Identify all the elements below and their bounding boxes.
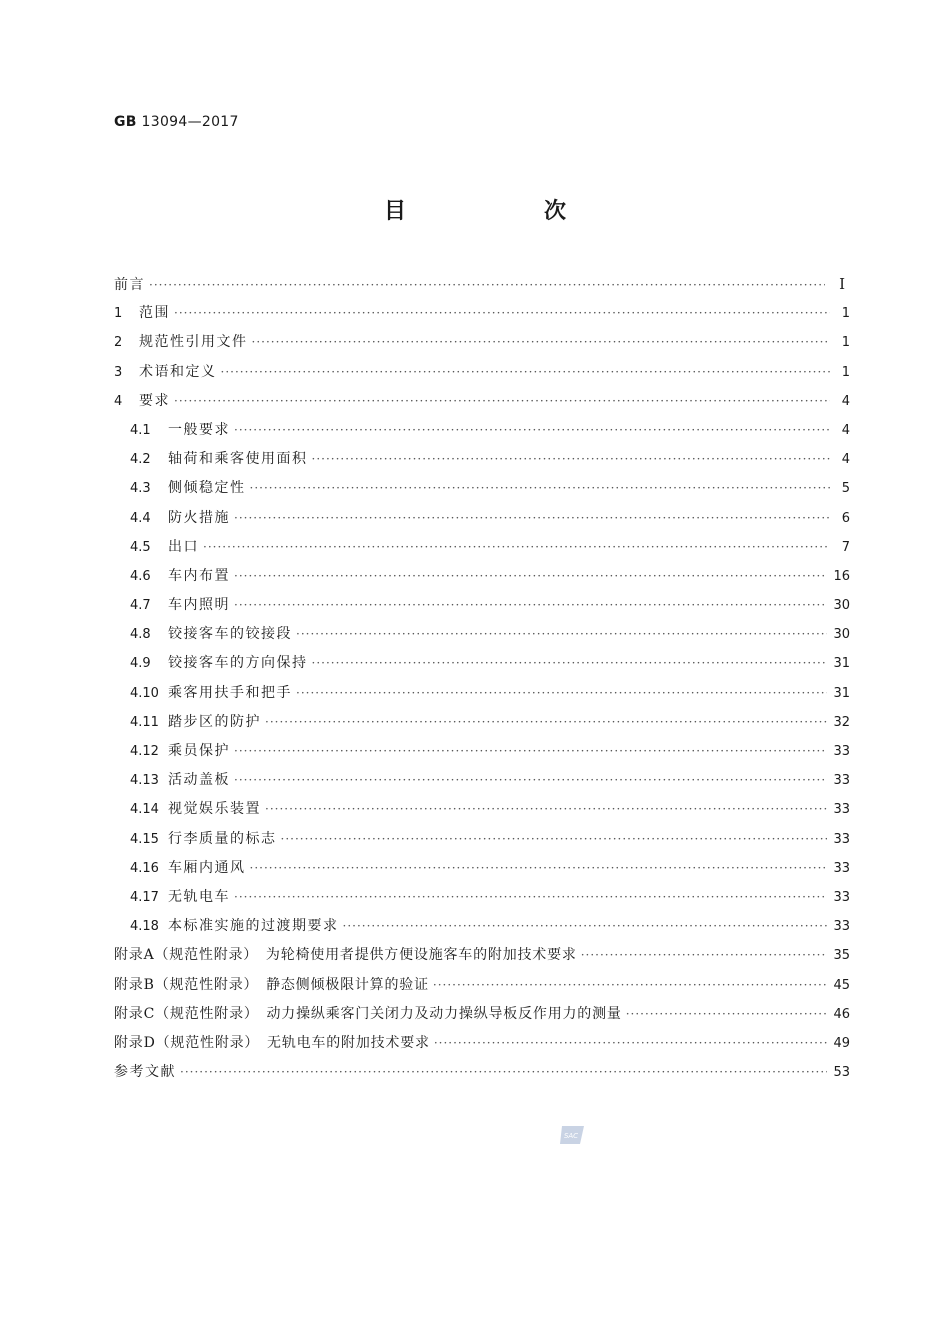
toc-leader-dots xyxy=(626,1000,828,1029)
toc-page-number: 16 xyxy=(833,568,850,584)
toc-entry-title: 活动盖板 xyxy=(168,772,230,789)
toc-leader-dots xyxy=(174,299,830,328)
toc-entry-number: 4.14 xyxy=(130,802,159,818)
svg-text:SAC: SAC xyxy=(563,1132,579,1140)
toc-entry[interactable] xyxy=(114,737,850,766)
toc-entry-title: 防火措施 xyxy=(168,509,230,526)
toc-entry-title: 前言 xyxy=(114,277,145,293)
toc-entry[interactable] xyxy=(114,912,850,941)
toc-entry-title: 轴荷和乘客使用面积 xyxy=(168,451,308,468)
toc-page-number: 33 xyxy=(833,802,850,818)
toc-page-number: 1 xyxy=(841,364,850,380)
toc-entry-title: 附录D（规范性附录） 无轨电车的附加技术要求 xyxy=(114,1034,430,1051)
toc-entry-number: 4.17 xyxy=(130,889,159,905)
toc-entry-title: 参考文献 xyxy=(114,1064,176,1081)
toc-entry[interactable] xyxy=(114,766,850,795)
toc-leader-dots xyxy=(234,591,827,620)
toc-entry-title: 范围 xyxy=(139,305,170,322)
toc-leader-dots xyxy=(234,562,827,591)
toc-leader-dots xyxy=(250,854,828,883)
toc-entry[interactable] xyxy=(114,416,850,445)
toc-entry-number: 4.7 xyxy=(130,598,151,614)
toc-page-number: 4 xyxy=(841,393,850,409)
toc-entry-title: 铰接客车的方向保持 xyxy=(168,655,308,672)
toc-page-number: 4 xyxy=(841,452,850,468)
toc-entry-title: 车厢内通风 xyxy=(168,859,246,876)
toc-entry-title: 附录C（规范性附录） 动力操纵乘客门关闭力及动力操纵导板反作用力的测量 xyxy=(114,1005,622,1022)
toc-entry[interactable] xyxy=(114,358,850,387)
toc-entry-title: 要求 xyxy=(139,392,170,409)
toc-leader-dots xyxy=(252,328,831,357)
toc-entry[interactable] xyxy=(114,971,850,1000)
toc-entry-number: 4.1 xyxy=(130,422,151,438)
toc-entry-number: 4.4 xyxy=(130,510,151,526)
toc-entry[interactable] xyxy=(114,883,850,912)
toc-page-number: 33 xyxy=(833,831,850,847)
toc-entry[interactable] xyxy=(114,795,850,824)
toc-entry-number: 4.9 xyxy=(130,656,151,672)
toc-entry-title: 术语和定义 xyxy=(139,363,217,380)
toc-entry-title: 踏步区的防护 xyxy=(168,713,261,730)
toc-page-number: 33 xyxy=(833,773,850,789)
toc-entry-number: 4 xyxy=(114,393,123,409)
toc-entry-title: 行李质量的标志 xyxy=(168,830,277,847)
toc-leader-dots xyxy=(434,1029,828,1058)
standard-number: 13094—2017 xyxy=(141,114,239,130)
toc-page-number: I xyxy=(839,275,845,293)
toc-entry-number: 4.5 xyxy=(130,539,151,555)
toc-entry-title: 本标准实施的过渡期要求 xyxy=(168,918,339,935)
toc-page-number: 4 xyxy=(841,422,850,438)
toc-entry[interactable] xyxy=(114,649,850,678)
toc-page-number: 30 xyxy=(833,598,850,614)
toc-entry[interactable] xyxy=(114,299,850,328)
toc-leader-dots xyxy=(265,795,827,824)
toc-entry[interactable] xyxy=(114,854,850,883)
toc-leader-dots xyxy=(296,620,827,649)
toc-leader-dots xyxy=(281,825,828,854)
toc-entry[interactable] xyxy=(114,504,850,533)
toc-leader-dots xyxy=(312,649,828,678)
toc-entry-title: 铰接客车的铰接段 xyxy=(168,626,292,643)
toc-entry-title: 无轨电车 xyxy=(168,888,230,905)
toc-entry-number: 4.3 xyxy=(130,481,151,497)
toc-entry-title: 乘员保护 xyxy=(168,743,230,759)
toc-leader-dots xyxy=(343,912,828,941)
toc-entry[interactable] xyxy=(114,591,850,620)
toc-leader-dots xyxy=(250,474,831,503)
toc-entry[interactable] xyxy=(114,1029,850,1058)
toc-entry[interactable] xyxy=(114,708,850,737)
toc-page-number: 33 xyxy=(833,889,850,905)
toc-page-number: 31 xyxy=(833,685,850,701)
sac-logo-icon xyxy=(558,1124,586,1146)
table-of-contents xyxy=(114,270,850,1087)
toc-leader-dots xyxy=(203,533,830,562)
toc-entry[interactable] xyxy=(114,533,850,562)
toc-entry-number: 4.12 xyxy=(130,744,159,759)
toc-entry-title: 一般要求 xyxy=(168,421,230,438)
toc-leader-dots xyxy=(234,737,827,766)
toc-entry-title: 规范性引用文件 xyxy=(139,334,248,351)
toc-leader-dots xyxy=(149,271,825,300)
toc-entry-number: 2 xyxy=(114,335,123,351)
toc-page-number: 35 xyxy=(833,948,850,964)
toc-leader-dots xyxy=(312,445,831,474)
toc-page-number: 30 xyxy=(833,627,850,643)
toc-entry-number: 4.18 xyxy=(130,919,159,935)
toc-entry[interactable] xyxy=(114,679,850,708)
toc-page-number: 32 xyxy=(833,714,850,730)
toc-page-number: 33 xyxy=(833,860,850,876)
toc-leader-dots xyxy=(296,679,827,708)
toc-entry-title: 视觉娱乐装置 xyxy=(168,801,261,818)
toc-entry-number: 4.15 xyxy=(130,831,159,847)
toc-entry-title: 附录A（规范性附录） 为轮椅使用者提供方便设施客车的附加技术要求 xyxy=(114,947,577,964)
toc-entry[interactable] xyxy=(114,270,850,299)
toc-entry[interactable] xyxy=(114,445,850,474)
toc-entry[interactable] xyxy=(114,941,850,970)
toc-leader-dots xyxy=(221,358,831,387)
toc-page-number: 1 xyxy=(841,335,850,351)
toc-entry-number: 4.8 xyxy=(130,627,151,643)
toc-entry[interactable] xyxy=(114,1000,850,1029)
toc-entry[interactable] xyxy=(114,1058,850,1087)
toc-entry[interactable] xyxy=(114,387,850,416)
toc-entry-number: 1 xyxy=(114,306,123,322)
toc-page-number: 33 xyxy=(833,744,850,759)
toc-title: 目 次 xyxy=(383,199,624,224)
toc-page-number: 33 xyxy=(833,919,850,935)
toc-leader-dots xyxy=(265,708,827,737)
toc-entry-title: 侧倾稳定性 xyxy=(168,480,246,497)
toc-page-number: 5 xyxy=(841,481,850,497)
toc-entry-number: 4.6 xyxy=(130,568,151,584)
toc-leader-dots xyxy=(581,941,828,970)
toc-page-number: 46 xyxy=(833,1006,850,1022)
standard-code xyxy=(114,114,239,130)
toc-leader-dots xyxy=(234,766,827,795)
toc-page-number: 31 xyxy=(833,656,850,672)
toc-entry-number: 3 xyxy=(114,364,123,380)
toc-leader-dots xyxy=(433,971,828,1000)
toc-entry-title: 出口 xyxy=(168,538,199,555)
toc-entry[interactable] xyxy=(114,328,850,357)
toc-entry[interactable] xyxy=(114,474,850,503)
toc-page-number: 53 xyxy=(833,1065,850,1081)
toc-entry[interactable] xyxy=(114,620,850,649)
toc-leader-dots xyxy=(234,504,830,533)
toc-entry[interactable] xyxy=(114,825,850,854)
toc-entry-title: 车内照明 xyxy=(168,597,230,614)
toc-entry-number: 4.11 xyxy=(130,714,159,730)
toc-page-number: 45 xyxy=(833,977,850,993)
toc-entry-number: 4.13 xyxy=(130,773,159,789)
toc-leader-dots xyxy=(234,416,830,445)
toc-entry-number: 4.16 xyxy=(130,860,159,876)
toc-page-number: 6 xyxy=(841,510,850,526)
toc-page-number: 1 xyxy=(841,306,850,322)
toc-leader-dots xyxy=(174,387,830,416)
toc-entry-title: 乘客用扶手和把手 xyxy=(168,684,292,701)
toc-page-number: 49 xyxy=(833,1035,850,1051)
toc-entry-title: 附录B（规范性附录） 静态侧倾极限计算的验证 xyxy=(114,976,429,993)
toc-page-number: 7 xyxy=(841,539,850,555)
toc-entry-title: 车内布置 xyxy=(168,567,230,584)
standard-prefix: GB xyxy=(114,114,137,130)
toc-leader-dots xyxy=(180,1058,827,1087)
toc-entry-number: 4.10 xyxy=(130,685,159,701)
toc-leader-dots xyxy=(234,883,827,912)
toc-entry-number: 4.2 xyxy=(130,452,151,468)
toc-entry[interactable] xyxy=(114,562,850,591)
